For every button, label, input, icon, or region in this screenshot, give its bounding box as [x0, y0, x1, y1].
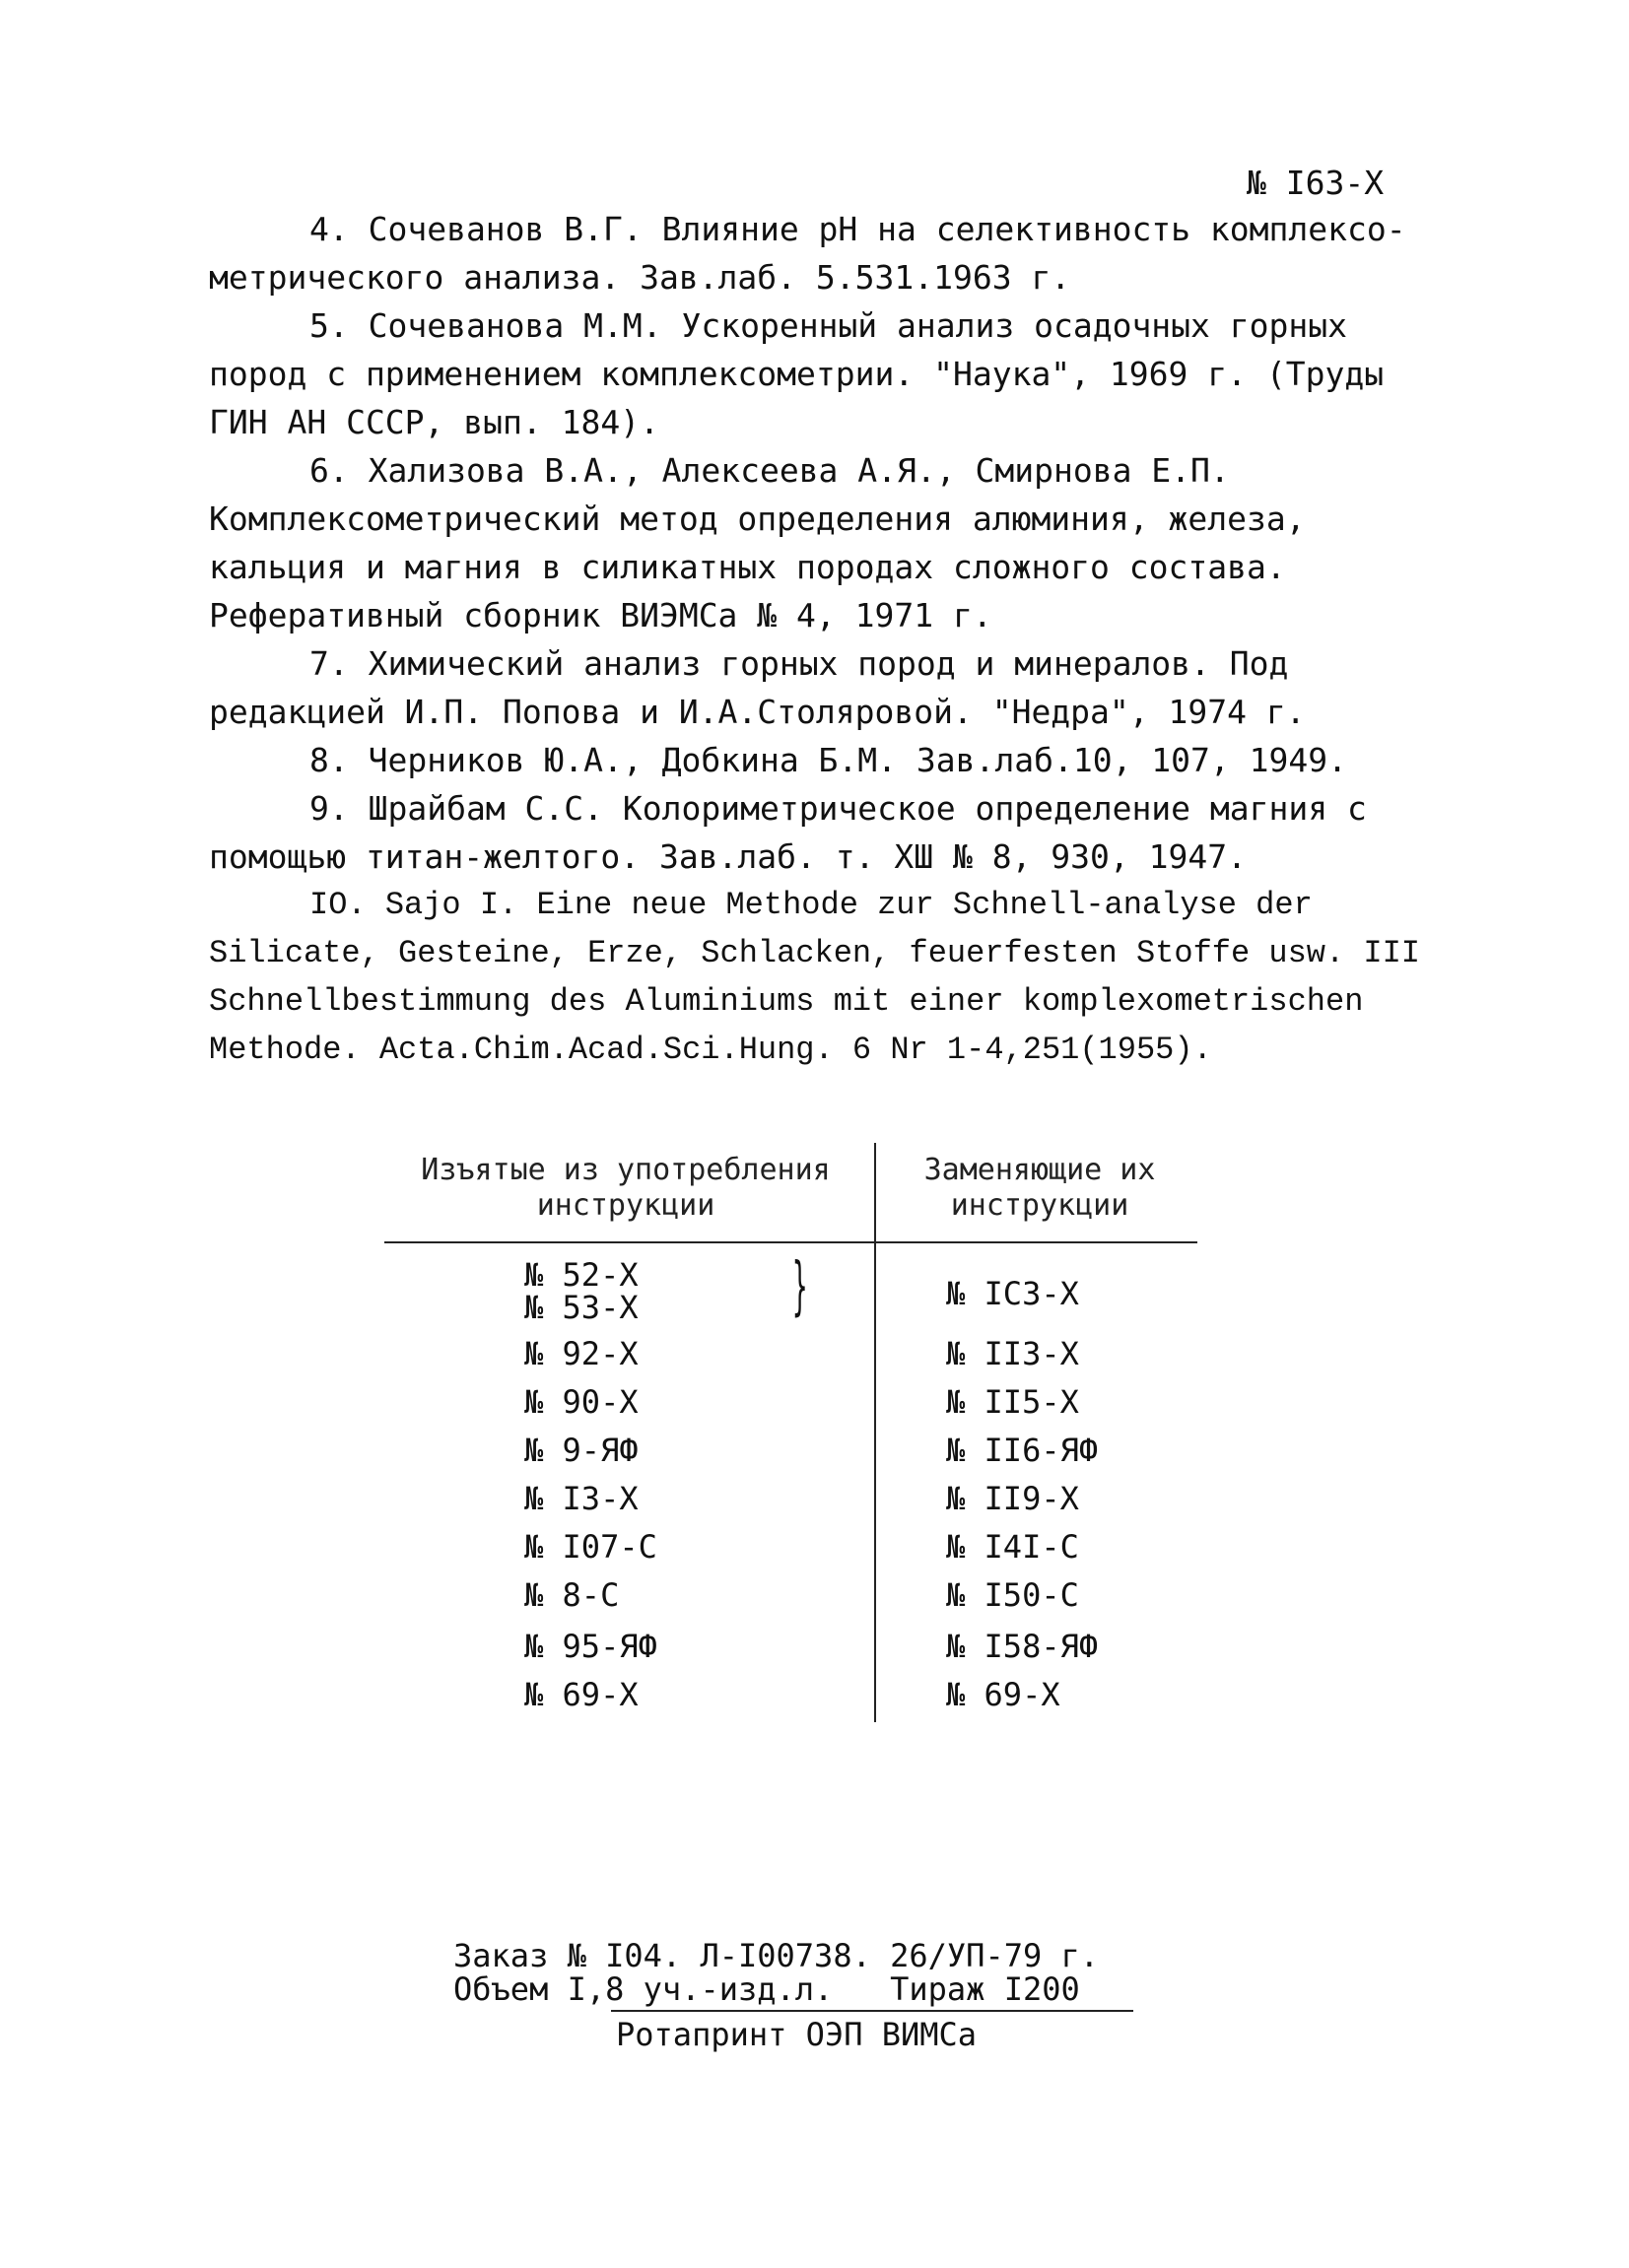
header-divider: [384, 1241, 1197, 1243]
withdrawn-code: № I07-С: [524, 1528, 657, 1566]
withdrawn-code: № 52-Х: [524, 1256, 639, 1294]
withdrawn-code: № 9-ЯФ: [524, 1432, 639, 1469]
print-imprint: [453, 1939, 1133, 2051]
table-header-replacing: Заменяющие их инструкции: [923, 1153, 1156, 1223]
reference-item: 5. Сочеванова М.М. Ускоренный анализ осадочных горных пород с применением комплексометрии. "Наука", 1969 г. (Труды ГИН АН СССР, вып. 184).: [209, 306, 1403, 441]
volume-line: Объем I,8 уч.-изд.л. Тираж I200: [453, 1970, 1080, 2008]
table-header-withdrawn: Изъятые из употребления инструкции: [421, 1153, 831, 1223]
replacing-code: № II9-Х: [946, 1480, 1079, 1517]
replacement-table: [384, 1143, 1197, 1734]
withdrawn-code: № 8-С: [524, 1576, 620, 1614]
withdrawn-code: № 92-Х: [524, 1335, 639, 1372]
replacing-code: № I4I-С: [946, 1528, 1079, 1566]
replacing-code: № II6-ЯФ: [946, 1432, 1099, 1469]
withdrawn-code: № 53-Х: [524, 1289, 639, 1326]
replacing-code: № IC3-Х: [946, 1275, 1079, 1312]
replacing-code: № II5-Х: [946, 1383, 1079, 1421]
reference-item: 6. Хализова В.А., Алексеева А.Я., Смирнова Е.П. Комплексометрический метод определения алюминия, железа, кальция и магния в силикатных породах сложного состава. Реферативный сборник ВИЭМСа № 4, 1971 г.: [209, 451, 1325, 634]
replacing-code: № I58-ЯФ: [946, 1628, 1099, 1665]
reference-item: IO. Sajo I. Eine neue Methode zur Schnell-analyse der Silicate, Gesteine, Erze, Schlacken, feuerfesten Stoffe usw. III Schnellbestimmung des Aluminiums mit einer komplexometrischen Methode. Acta.Chim.Acad.Sci.Hung. 6 Nr 1-4,251(1955).: [209, 887, 1440, 1068]
withdrawn-code: № 69-Х: [524, 1676, 639, 1713]
brace-mark: }: [792, 1250, 808, 1323]
reference-list: [209, 205, 1440, 1074]
withdrawn-code: № I3-Х: [524, 1480, 639, 1517]
press-line: Ротапринт ОЭП ВИМСа: [616, 2016, 978, 2053]
reference-item: 4. Сочеванов В.Г. Влияние рН на селективность комплексо-метрического анализа. Зав.лаб. 5.531.1963 г.: [209, 210, 1406, 297]
column-divider: [874, 1143, 876, 1722]
reference-item: 8. Черников Ю.А., Добкина Б.М. Зав.лаб.10, 107, 1949.: [309, 741, 1347, 779]
withdrawn-code: № 95-ЯФ: [524, 1628, 657, 1665]
order-line: Заказ № I04. Л-I00738. 26/УП-79 г.: [453, 1937, 1100, 1974]
withdrawn-cell: [524, 1250, 808, 1326]
replacing-code: № II3-Х: [946, 1335, 1079, 1372]
withdrawn-code: № 90-Х: [524, 1383, 639, 1421]
page-number: № I63-Х: [1247, 164, 1385, 202]
replacing-code: № 69-Х: [946, 1676, 1060, 1713]
replacing-code: № I50-С: [946, 1576, 1079, 1614]
reference-item: 9. Шрайбам С.С. Колориметрическое определение магния с помощью титан-желтого. Зав.лаб. т. ХШ № 8, 930, 1947.: [209, 789, 1387, 876]
reference-item: 7. Химический анализ горных пород и минералов. Под редакцией И.П. Попова и И.А.Столяровой. "Недра", 1974 г.: [209, 644, 1309, 731]
imprint-rule: [611, 2010, 1133, 2012]
